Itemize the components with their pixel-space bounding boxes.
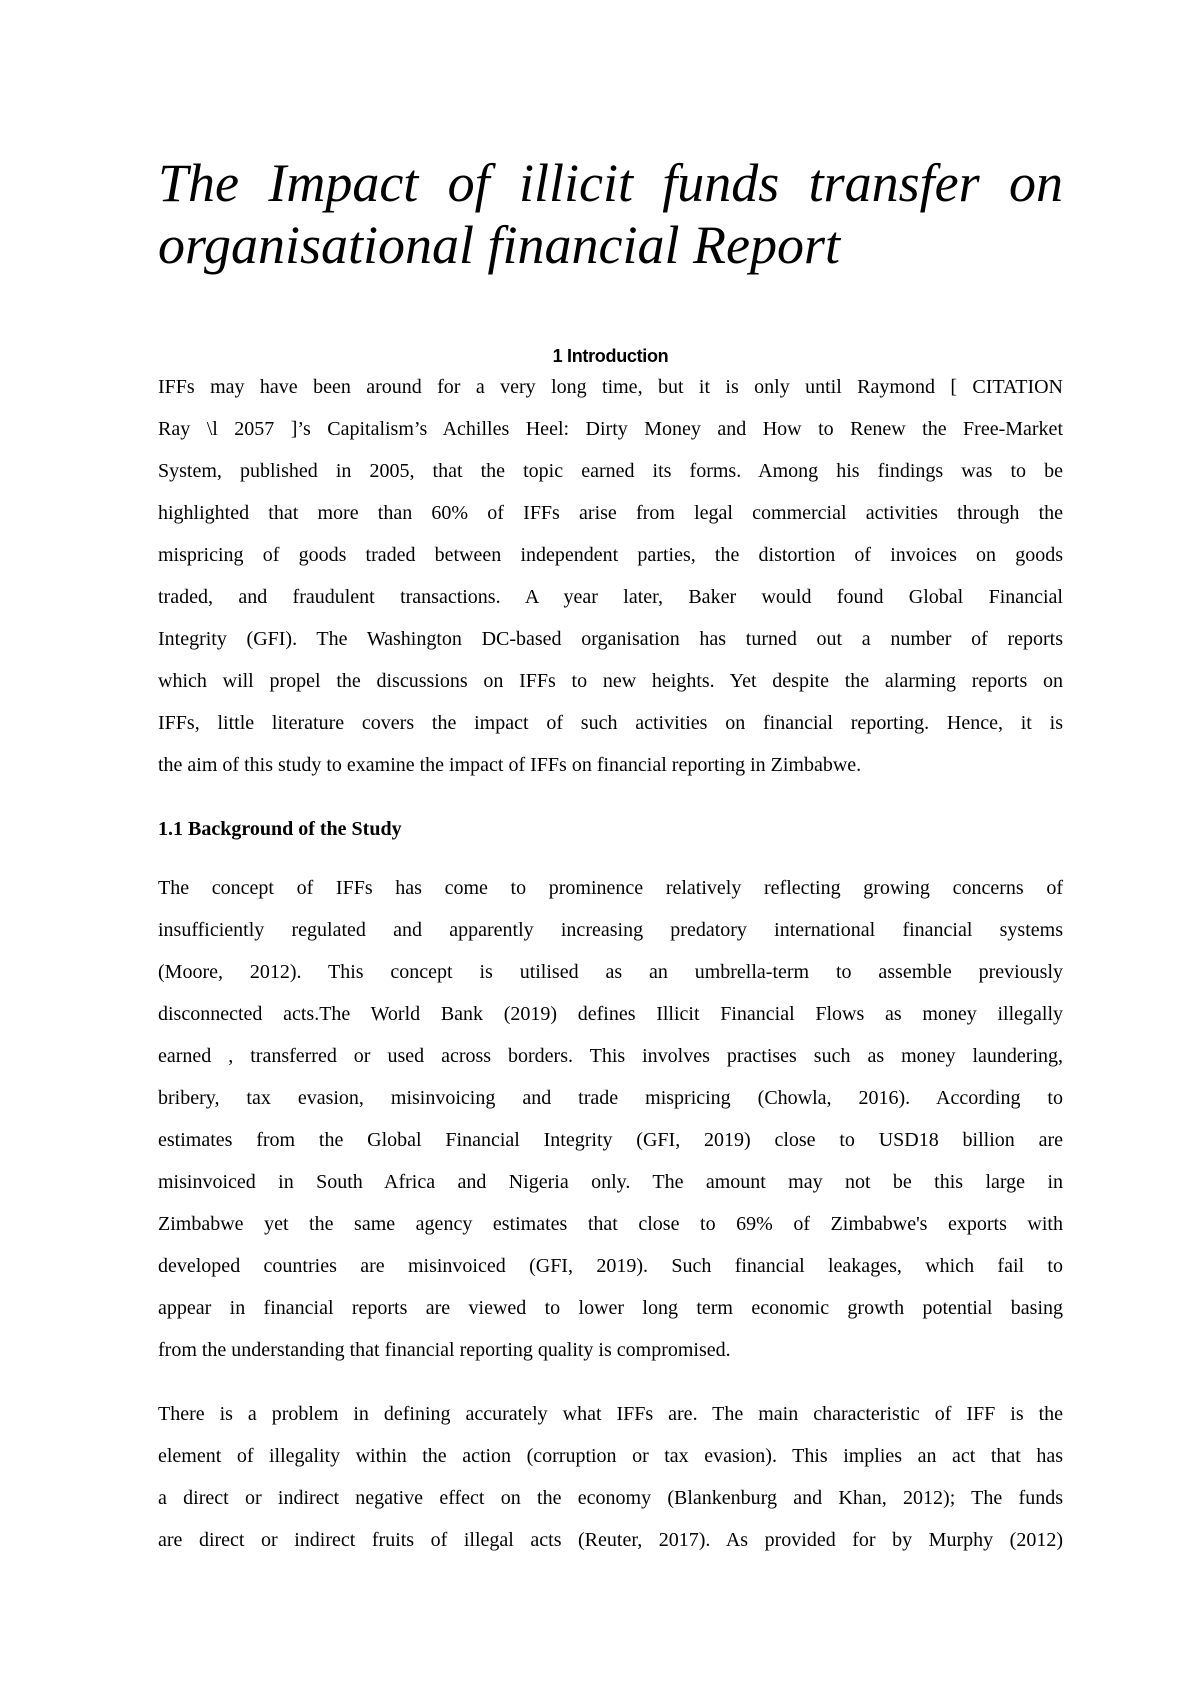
section-heading-introduction: 1 Introduction <box>552 346 669 366</box>
text-line: highlighted that more than 60% of IFFs arise from legal commercial activities through the <box>158 502 1063 524</box>
text-line: a direct or indirect negative effect on the economy (Blankenburg and Khan, 2012); The funds <box>158 1487 1063 1509</box>
text-line: (Moore, 2012). This concept is utilised as an umbrella-term to assemble previously <box>158 961 1063 983</box>
text-line: from the understanding that financial reporting quality is compromised. <box>158 1339 731 1361</box>
paragraph-introduction <box>158 366 1063 786</box>
text-line: Ray \l 2057 ]’s Capitalism’s Achilles Heel: Dirty Money and How to Renew the Free-Market <box>158 418 1063 440</box>
text-line: The concept of IFFs has come to prominence relatively reflecting growing concerns of <box>158 877 1063 899</box>
text-line: IFFs may have been around for a very long time, but it is only until Raymond [ CITATION <box>158 376 1063 398</box>
paragraph-background-1 <box>158 867 1063 1371</box>
text-line: developed countries are misinvoiced (GFI, 2019). Such financial leakages, which fail to <box>158 1255 1063 1277</box>
text-line: element of illegality within the action (corruption or tax evasion). This implies an act that has <box>158 1445 1063 1467</box>
text-line: are direct or indirect fruits of illegal acts (Reuter, 2017). As provided for by Murphy (2012) <box>158 1529 1063 1551</box>
text-line: IFFs, little literature covers the impact of such activities on financial reporting. Hence, it is <box>158 712 1063 734</box>
text-line: disconnected acts.The World Bank (2019) defines Illicit Financial Flows as money illegally <box>158 1003 1063 1025</box>
text-line: which will propel the discussions on IFFs to new heights. Yet despite the alarming reports on <box>158 670 1063 692</box>
text-line: System, published in 2005, that the topic earned its forms. Among his findings was to be <box>158 460 1063 482</box>
text-line: insufficiently regulated and apparently increasing predatory international financial systems <box>158 919 1063 941</box>
text-line: Integrity (GFI). The Washington DC-based organisation has turned out a number of reports <box>158 628 1063 650</box>
document-title-line-1: The Impact of illicit funds transfer on <box>158 153 1063 213</box>
text-line: mispricing of goods traded between independent parties, the distortion of invoices on goods <box>158 544 1063 566</box>
text-line: bribery, tax evasion, misinvoicing and trade mispricing (Chowla, 2016). According to <box>158 1087 1063 1109</box>
text-line: the aim of this study to examine the impact of IFFs on financial reporting in Zimbabwe. <box>158 754 862 776</box>
document-title-line-2: organisational financial Report <box>158 215 840 275</box>
text-line: estimates from the Global Financial Integrity (GFI, 2019) close to USD18 billion are <box>158 1129 1063 1151</box>
text-line: There is a problem in defining accurately what IFFs are. The main characteristic of IFF is the <box>158 1403 1063 1425</box>
text-line: appear in financial reports are viewed to lower long term economic growth potential basing <box>158 1297 1063 1319</box>
paragraph-background-2 <box>158 1393 1063 1561</box>
section-heading-background: 1.1 Background of the Study <box>158 818 402 840</box>
text-line: misinvoiced in South Africa and Nigeria only. The amount may not be this large in <box>158 1171 1063 1193</box>
text-line: earned , transferred or used across borders. This involves practises such as money laundering, <box>158 1045 1063 1067</box>
text-line: traded, and fraudulent transactions. A year later, Baker would found Global Financial <box>158 586 1063 608</box>
text-line: Zimbabwe yet the same agency estimates that close to 69% of Zimbabwe's exports with <box>158 1213 1063 1235</box>
